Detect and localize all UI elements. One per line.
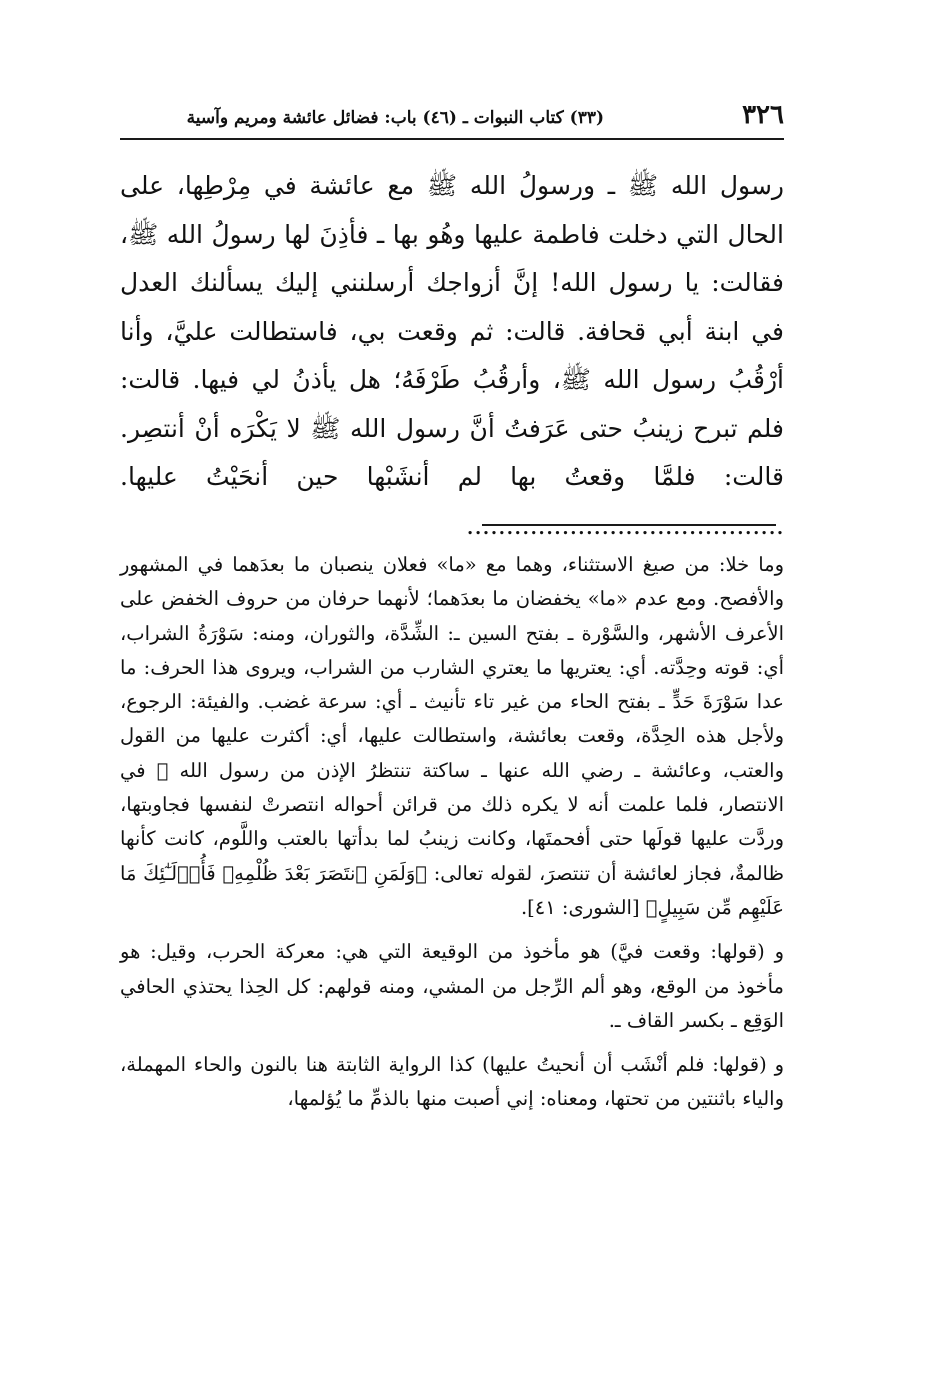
running-title: (٣٣) كتاب النبوات ـ (٤٦) باب: فضائل عائشة ومريم وآسية — [186, 108, 604, 128]
footnote-separator — [482, 524, 776, 526]
commentary-paragraph: و (قولها: فلم أنْشَب أن أنحيتُ عليها) كذا الرواية الثابتة هنا بالنون والحاء المهملة، والياء باثنتين من تحتها، ومعناه: إني أصبت منها بالذمِّ ما يُؤلمها، — [120, 1053, 784, 1111]
page-number: ٣٢٦ — [742, 100, 784, 130]
commentary-paragraph: و (قولها: وقعت فيَّ) هو مأخوذ من الوقيعة التي هي: معركة الحرب، وقيل: هو مأخوذ من الوقع، وهو ألم الرِّجل من المشي، ومنه قولهم: كل الحِذا يحتذي الحافي الوَقِع ـ بكسر القاف ـ. — [120, 940, 784, 1032]
commentary-paragraph: وما خلا: من صيغ الاستثناء، وهما مع «ما» فعلان ينصبان ما بعدَهما في المشهور والأفصح. ومع عدم «ما» يخفضان ما بعدَهما؛ لأنهما حرفان من حروف الخفض على الأعرف الأشهر، والسَّوْرة ـ بفتح السين ـ: الشِّدَّة، والثوران، ومنه: سَوْرَةُ الشراب، أي: قوته وحِدَّته. أي: يعتريها ما يعتري الشارب من الشراب، ويروى هذا الحرف: ما عدا سَوْرَةَ حَدٍّ ـ بفتح الحاء من غير تاء تأنيث ـ أي: سرعة غضب. والفيئة: الرجوع، ولأجل هذه الحِدَّة، وقعت بعائشة، واستطالت عليها، أي: أكثرت عليها من القول والعتب، وعائشة ـ رضي الله عنها ـ ساكتة تنتظرُ الإذن من رسول الله ﷺ في الانتصار، فلما علمت أنه لا يكره ذلك من قرائن أحواله انتصرتْ لنفسها فجاوبتها، وردَّت عليها قولَها حتى أفحمتَها، وكانت زينبُ لما بدأتها بالعتب واللَّوم، كانت كأنها ظالمةٌ، فجاز لعائشة أن تنتصرَ، لقوله تعالى: ﴿وَلَمَنِ ٱنتَصَرَ بَعْدَ ظُلْمِهِۦ فَأُو۟لَـٰٓئِكَ مَا عَلَيْهِم مِّن سَبِيلٍ﴾ [الشورى: ٤١]. — [120, 553, 784, 919]
page-header — [120, 96, 784, 140]
commentary-notes — [120, 548, 784, 1127]
hadith-paragraph: رسول الله ﷺ ـ ورسولُ الله ﷺ مع عائشة في مِرْطِها، على الحال التي دخلت فاطمة عليها وهُو بها ـ فأذِنَ لها رسولُ الله ﷺ، فقالت: يا رسول الله! إنَّ أزواجك أرسلنني إليك يسألنك العدل في ابنة أبي قحافة. قالت: ثم وقعت بي، فاستطالت عليَّ، وأنا أرْقُبُ رسول الله ﷺ، وأرقُبُ طَرْفَهُ؛ هل يأذنُ لي فيها. قالت: فلم تبرح زينبُ حتى عَرَفتُ أنَّ رسول الله ﷺ لا يَكْرَه أنْ أنتصِر. قالت: فلمَّا وقعتُ بها لم أنشَبْها حين أنحَيْتُ عليها. ........................................ — [120, 171, 784, 540]
hadith-text — [120, 162, 784, 550]
